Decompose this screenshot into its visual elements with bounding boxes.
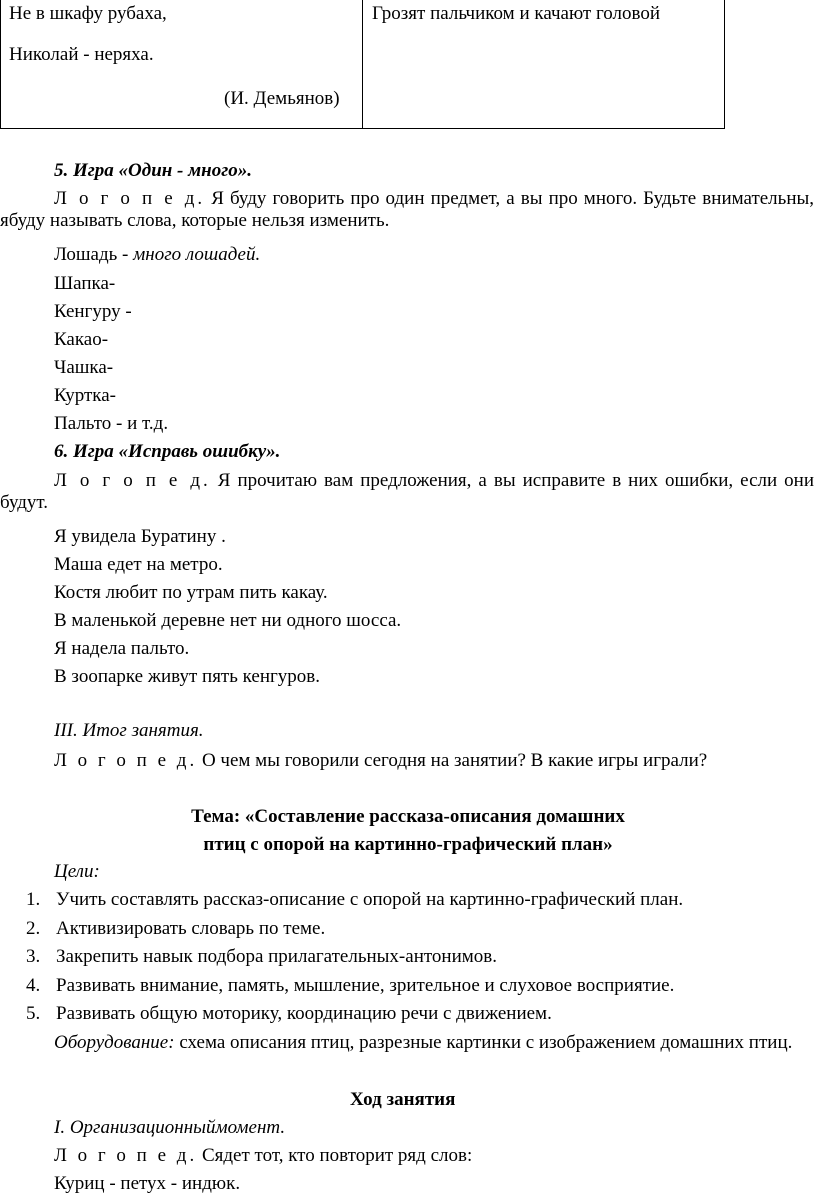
game5-word: Пальто - и т.д.: [54, 413, 169, 434]
game5-word: Какао-: [54, 329, 109, 350]
game6-instruction-paragraph: [0, 470, 814, 514]
list-number: 5.: [26, 1003, 41, 1024]
game6-sentence: В маленькой деревне нет ни одного шосса.: [54, 610, 402, 631]
lesson-stage: I. Организационныймомент.: [54, 1117, 286, 1138]
equipment-paragraph: [0, 1032, 814, 1054]
game5-title: 5. Игра «Один - много».: [54, 160, 252, 181]
goal-item: Развивать внимание, память, мышление, зрительное и слуховое восприятие.: [56, 975, 675, 996]
game6-instruction: Я прочитаю вам предложения, а вы исправите в них ошибки, если они будут.: [0, 470, 814, 513]
speaker-label: Л о г о п е д.: [54, 750, 198, 771]
topic-line-1: Тема: «Составление рассказа-описания домашних: [191, 806, 625, 827]
game5-instruction: Я буду говорить про один предмет, а вы про много. Будьте внимательны, ябуду называть слова, которые нельзя изменить.: [0, 188, 815, 231]
game5-word: Кенгуру -: [54, 301, 132, 322]
lesson-paragraph: [54, 1145, 472, 1167]
list-number: 3.: [26, 946, 41, 967]
goal-item: Закрепить навык подбора прилагательных-антонимов.: [56, 946, 497, 967]
game6-sentence: Я надела пальто.: [54, 638, 190, 659]
poem-line-2: Николай - неряха.: [9, 44, 154, 65]
goals-label: Цели:: [54, 861, 100, 882]
speaker-label: Л о г о п е д.: [54, 470, 211, 491]
speaker-label: Л о г о п е д.: [54, 1145, 198, 1166]
goal-item: Активизировать словарь по теме.: [56, 918, 326, 939]
lesson-words: Куриц - петух - индюк.: [54, 1173, 241, 1194]
game5-word: Шапка-: [54, 273, 116, 294]
game6-sentence: В зоопарке живут пять кенгуров.: [54, 666, 321, 687]
game6-sentence: Я увидела Буратину .: [54, 526, 226, 547]
equipment-label: Оборудование:: [54, 1032, 175, 1053]
game6-sentence: Костя любит по утрам пить какау.: [54, 582, 328, 603]
speaker-label: Л о г о п е д.: [54, 188, 206, 209]
game6-title: 6. Игра «Исправь ошибку».: [54, 441, 281, 462]
poem-line-1: Не в шкафу рубаха,: [9, 3, 167, 24]
game6-sentence: Маша едет на метро.: [54, 554, 223, 575]
game5-example: [54, 244, 260, 266]
summary-paragraph: [54, 750, 707, 772]
game5-instruction-paragraph: [0, 188, 814, 232]
list-number: 2.: [26, 918, 41, 939]
goal-item: Учить составлять рассказ-описание с опорой на картинно-графический план.: [56, 889, 684, 910]
game5-word: Чашка-: [54, 357, 114, 378]
example-answer: много лошадей.: [133, 244, 261, 265]
goal-item: Развивать общую моторику, координацию речи с движением.: [56, 1003, 552, 1024]
poem-author: (И. Демьянов): [224, 88, 340, 109]
list-number: 4.: [26, 975, 41, 996]
example-word: Лошадь -: [54, 244, 134, 265]
table-column-divider: [362, 0, 363, 128]
topic-line-2: птиц с опорой на картинно-графический план»: [203, 834, 613, 855]
table-right-text: Грозят пальчиком и качают головой: [372, 3, 661, 24]
game5-word: Куртка-: [54, 385, 117, 406]
equipment-text: схема описания птиц, разрезные картинки с изображением домашних птиц.: [179, 1032, 793, 1053]
summary-text: О чем мы говорили сегодня на занятии? В какие игры играли?: [201, 750, 708, 771]
list-number: 1.: [26, 889, 41, 910]
lesson-heading: Ход занятия: [350, 1089, 456, 1110]
summary-title: III. Итог занятия.: [54, 720, 204, 741]
lesson-text: Сядет тот, кто повторит ряд слов:: [201, 1145, 473, 1166]
